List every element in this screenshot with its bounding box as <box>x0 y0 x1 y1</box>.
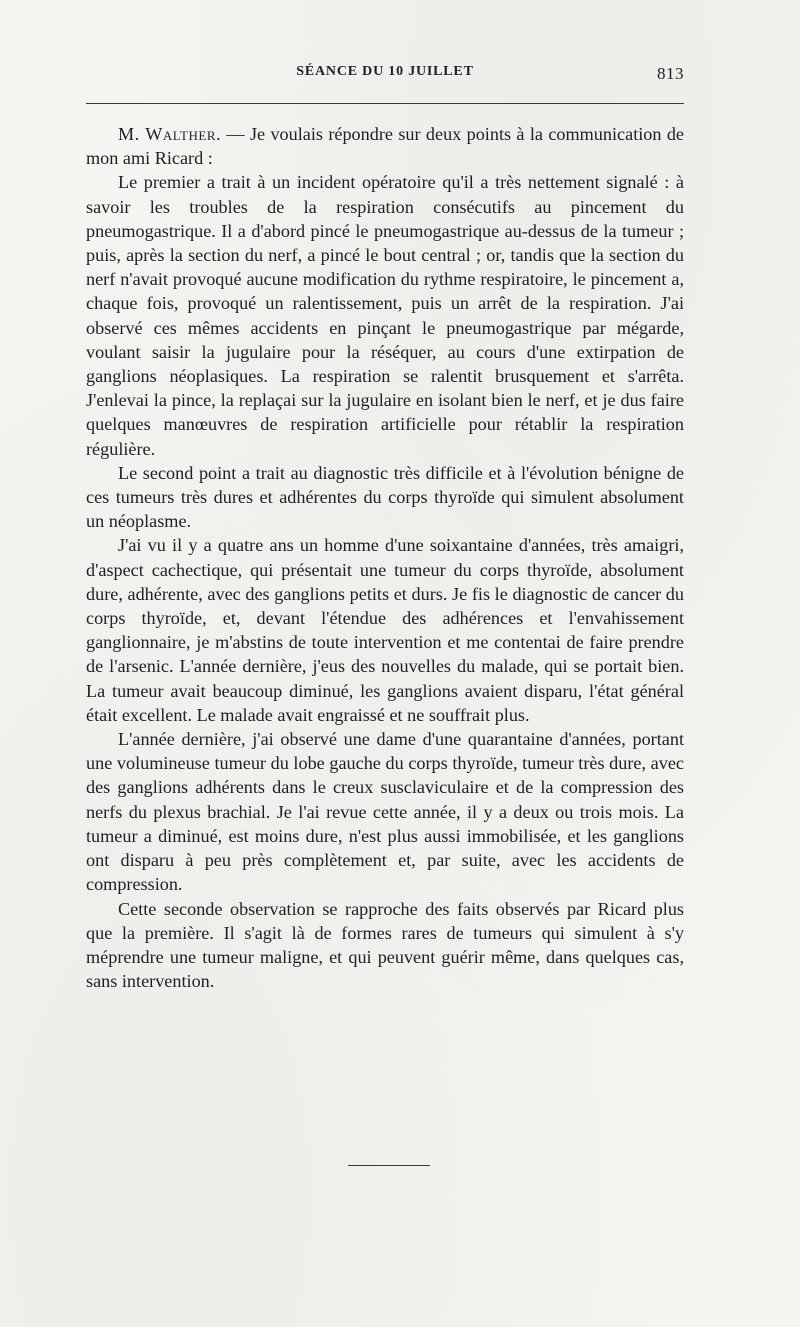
header-rule <box>86 103 684 104</box>
speaker-name: M. Walther. <box>118 124 222 144</box>
paragraph-5: L'année dernière, j'ai observé une dame d'une quarantaine d'années, portant une volumineuse tumeur du lobe gauche du corps thyroïde, tumeur très dure, avec des ganglions adhérents dans le creux susclaviculaire et de la compression des nerfs du plexus brachial. Je l'ai revue cette année, il y a deux ou trois mois. La tumeur a diminué, est moins dure, n'est plus aussi immobilisée, et les ganglions ont disparu à peu près complètement et, par suite, avec les accidents de compression. <box>86 729 684 895</box>
paragraph-1 <box>86 122 684 170</box>
running-header <box>86 64 684 88</box>
body-text <box>86 122 684 993</box>
paragraph-2: Le premier a trait à un incident opératoire qu'il a très nettement signalé : à savoir les troubles de la respiration consécutifs au pincement du pneumogastrique. Il a d'abord pincé le pneumogastrique au-dessus de la tumeur ; puis, après la section du nerf, a pincé le bout central ; or, tandis que la section du nerf n'avait provoqué aucune modification du rythme respiratoire, le pincement a, chaque fois, provoqué un ralentissement, puis un arrêt de la respiration. J'ai observé ces mêmes accidents en pinçant le pneumogastrique par mégarde, voulant saisir la jugulaire pour la réséquer, au cours d'une extirpation de ganglions néoplasiques. La respiration se ralentit brusquement et s'arrêta. J'enlevai la pince, la replaçai sur la jugulaire en isolant bien le nerf, et je dus faire quelques manœuvres de respiration artificielle pour rétablir la respiration régulière. <box>86 172 684 459</box>
paragraph-4: J'ai vu il y a quatre ans un homme d'une soixantaine d'années, très amaigri, d'aspect cachectique, qui présentait une tumeur du corps thyroïde, absolument dure, adhérente, avec des ganglions petits et durs. Je fis le diagnostic de cancer du corps thyroïde, et, devant l'étendue des adhérences et l'envahissement ganglionnaire, je m'abstins de toute intervention et me contentai de faire prendre de l'arsenic. L'année dernière, j'eus des nouvelles du malade, qui se portait bien. La tumeur avait beaucoup diminué, les ganglions avaient disparu, l'état général était excellent. Le malade avait engraissé et ne souffrait plus. <box>86 535 684 725</box>
paragraph-text: — Je voulais répondre sur deux points à la communication de mon ami Ricard : <box>86 124 685 169</box>
paragraph-6: Cette seconde observation se rapproche des faits observés par Ricard plus que la première. Il s'agit là de formes rares de tumeurs qui simulent à s'y méprendre une tumeur maligne, et qui peuvent guérir même, dans quelques cas, sans intervention. <box>86 898 684 992</box>
page-number: 813 <box>657 64 684 83</box>
closing-rule <box>348 1165 430 1166</box>
paragraph-3: Le second point a trait au diagnostic très difficile et à l'évolution bénigne de ces tumeurs très dures et adhérentes du corps thyroïde qui simulent absolument un néoplasme. <box>86 462 684 532</box>
running-title: SÉANCE DU 10 JUILLET <box>296 64 474 79</box>
